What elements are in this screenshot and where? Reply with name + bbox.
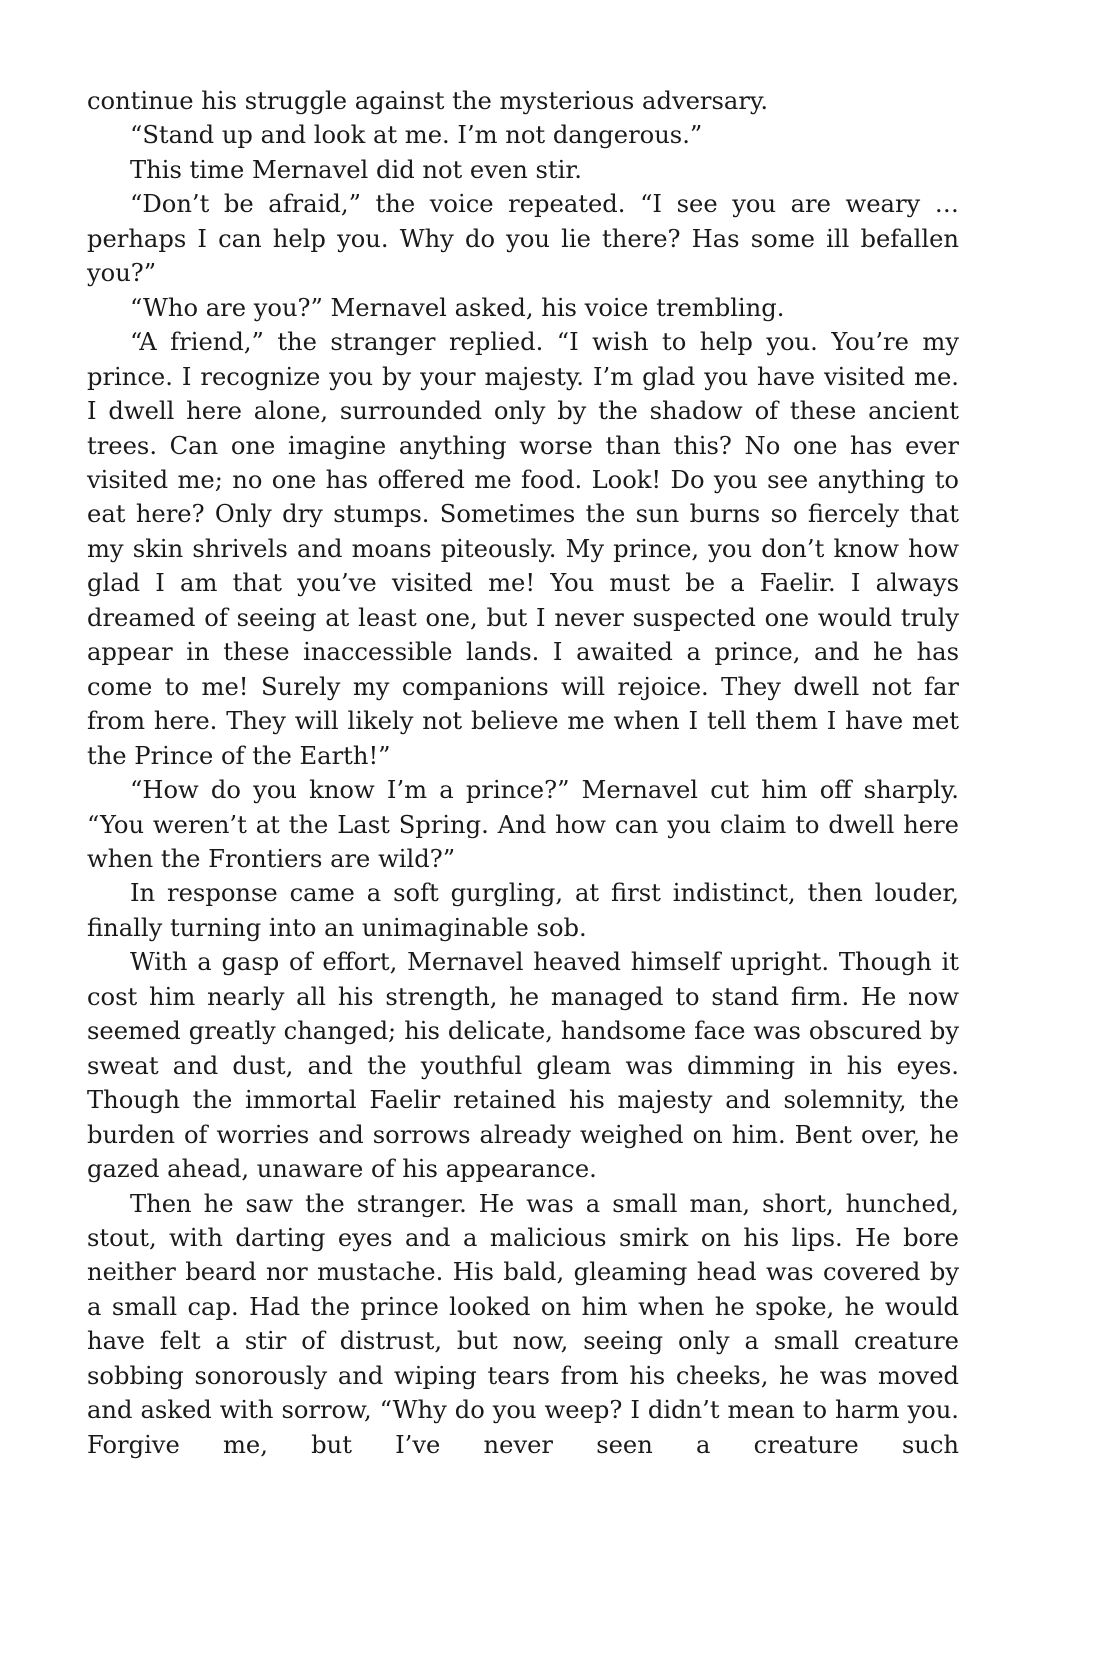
paragraph: In response came a soft gurgling, at first indistinct, then louder, finally turning into an unimaginable sob. bbox=[87, 879, 959, 942]
paragraph: With a gasp of effort, Mernavel heaved himself upright. Though it cost him nearly all his strength, he managed to stand firm. He now seemed greatly changed; his delicate, handsome face was obscured by sweat and dust, and the youthful gleam was dimming in his eyes. Though the immortal Faelir retained his majesty and solemnity, the burden of worries and sorrows already weighed on him. Bent over, he gazed ahead, unaware of his appearance. bbox=[87, 948, 959, 1184]
paragraph: “Stand up and look at me. I’m not dangerous.” bbox=[130, 121, 703, 150]
paragraph: “How do you know I’m a prince?” Mernavel cut him off sharply. “You weren’t at the Last Spring. And how can you claim to dwell here when the Frontiers are wild?” bbox=[87, 776, 959, 873]
paragraph: “Don’t be afraid,” the voice repeated. “I see you are weary … perhaps I can help you. Why do you lie there? Has some ill befallen you?” bbox=[87, 190, 959, 288]
paragraph: “Who are you?” Mernavel asked, his voice trembling. bbox=[130, 293, 785, 322]
book-page bbox=[87, 84, 959, 1462]
paragraph: continue his struggle against the mysterious adversary. bbox=[87, 87, 769, 115]
paragraph: Then he saw the stranger. He was a small man, short, hunched, stout, with darting eyes and a malicious smirk on his lips. He bore neither beard nor mustache. His bald, gleaming head was covered by a small cap. Had the prince looked on him when he spoke, he would have felt a stir of distrust, but now, seeing only a small creature sobbing sonorously and wiping tears from his cheeks, he was moved and asked with sorrow, “Why do you weep? I didn’t mean to harm you. Forgive me, but I’ve never seen a creature such bbox=[87, 1189, 959, 1459]
paragraph: “A friend,” the stranger replied. “I wish to help you. You’re my prince. I recognize you by your majesty. I’m glad you have visited me. I dwell here alone, surrounded only by the shadow of these ancient trees. Can one imagine anything worse than this? No one has ever visited me; no one has offered me food. Look! Do you see anything to eat here? Only dry stumps. Sometimes the sun burns so fiercely that my skin shrivels and moans piteously. My prince, you don’t know how glad I am that you’ve visited me! You must be a Faelir. I always dreamed of seeing at least one, but I never suspected one would truly appear in these inaccessible lands. I awaited a prince, and he has come to me! Surely my companions will rejoice. They dwell not far from here. They will likely not believe me when I tell them I have met the Prince of the Earth!” bbox=[87, 328, 959, 770]
paragraph: This time Mernavel did not even stir. bbox=[130, 155, 582, 184]
